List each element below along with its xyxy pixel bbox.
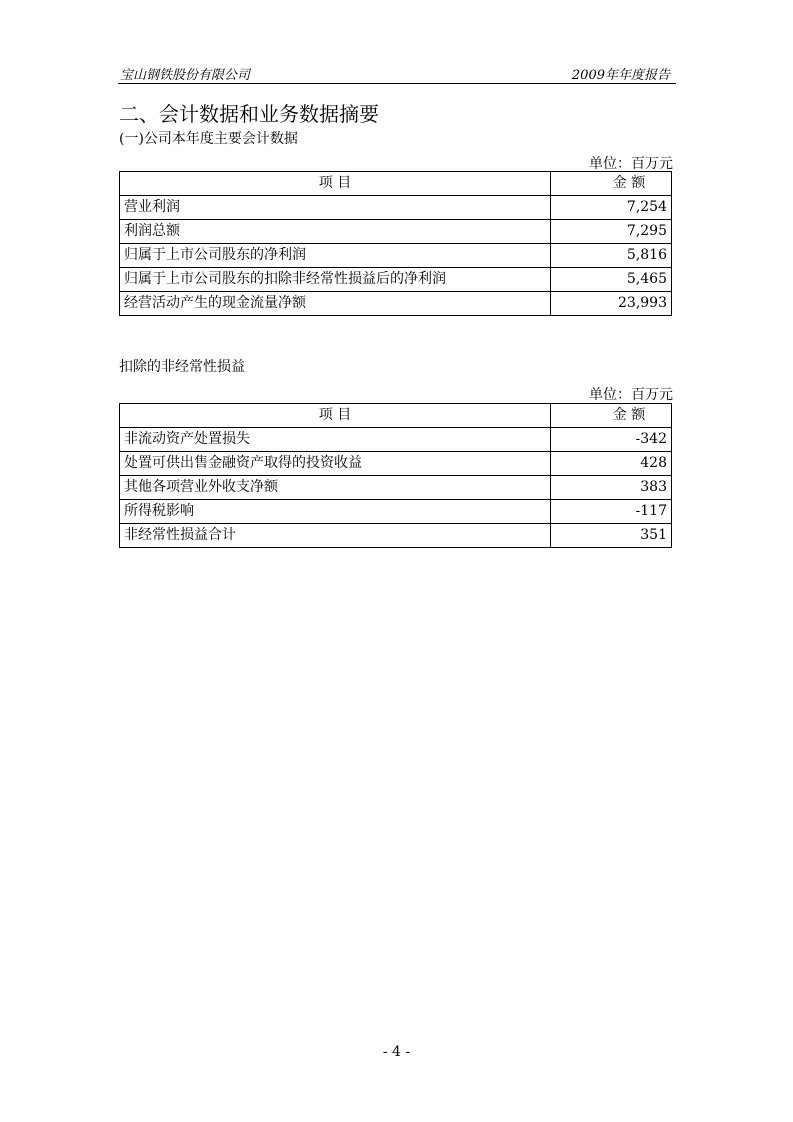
table-row: [120, 476, 672, 500]
row-label: 利润总额: [120, 220, 551, 244]
row-value: 5,465: [551, 268, 672, 292]
header-divider: [118, 83, 676, 84]
table-row: [120, 452, 672, 476]
row-value: 7,295: [551, 220, 672, 244]
row-label: 归属于上市公司股东的扣除非经常性损益后的净利润: [120, 268, 551, 292]
column-header-amount: 金 额: [551, 404, 672, 428]
table2-caption: 扣除的非经常性损益: [119, 359, 245, 375]
row-label: 归属于上市公司股东的净利润: [120, 244, 551, 268]
row-value: 5,816: [551, 244, 672, 268]
row-value: -342: [551, 428, 672, 452]
column-header-item: 项 目: [120, 172, 551, 196]
row-label: 经营活动产生的现金流量净额: [120, 292, 551, 316]
table-row: [120, 500, 672, 524]
subsection-title: (一)公司本年度主要会计数据: [119, 131, 298, 147]
row-label: 非经常性损益合计: [120, 524, 551, 548]
page-number: - 4 -: [382, 1044, 411, 1060]
column-header-item: 项 目: [120, 404, 551, 428]
column-header-amount: 金 额: [551, 172, 672, 196]
row-value: 23,993: [551, 292, 672, 316]
row-value: 428: [551, 452, 672, 476]
non-recurring-items-table: [119, 403, 672, 548]
table-header-row: [120, 172, 672, 196]
row-value: 383: [551, 476, 672, 500]
row-value: 351: [551, 524, 672, 548]
row-label: 营业利润: [120, 196, 551, 220]
row-value: 7,254: [551, 196, 672, 220]
report-title: 2009年年度报告: [571, 68, 670, 83]
row-value: -117: [551, 500, 672, 524]
table2-unit: 单位：百万元: [589, 387, 673, 403]
table-row: [120, 244, 672, 268]
table-row: [120, 220, 672, 244]
table-header-row: [120, 404, 672, 428]
accounting-data-table: [119, 171, 672, 316]
section-title: 二、会计数据和业务数据摘要: [119, 102, 379, 126]
table-row: [120, 268, 672, 292]
row-label: 所得税影响: [120, 500, 551, 524]
company-name: 宝山钢铁股份有限公司: [120, 68, 251, 83]
table-row: [120, 196, 672, 220]
page-header: [118, 62, 674, 82]
table-row: [120, 292, 672, 316]
row-label: 其他各项营业外收支净额: [120, 476, 551, 500]
table-row: [120, 428, 672, 452]
row-label: 处置可供出售金融资产取得的投资收益: [120, 452, 551, 476]
row-label: 非流动资产处置损失: [120, 428, 551, 452]
table-row: [120, 524, 672, 548]
table1-unit: 单位：百万元: [589, 156, 673, 172]
